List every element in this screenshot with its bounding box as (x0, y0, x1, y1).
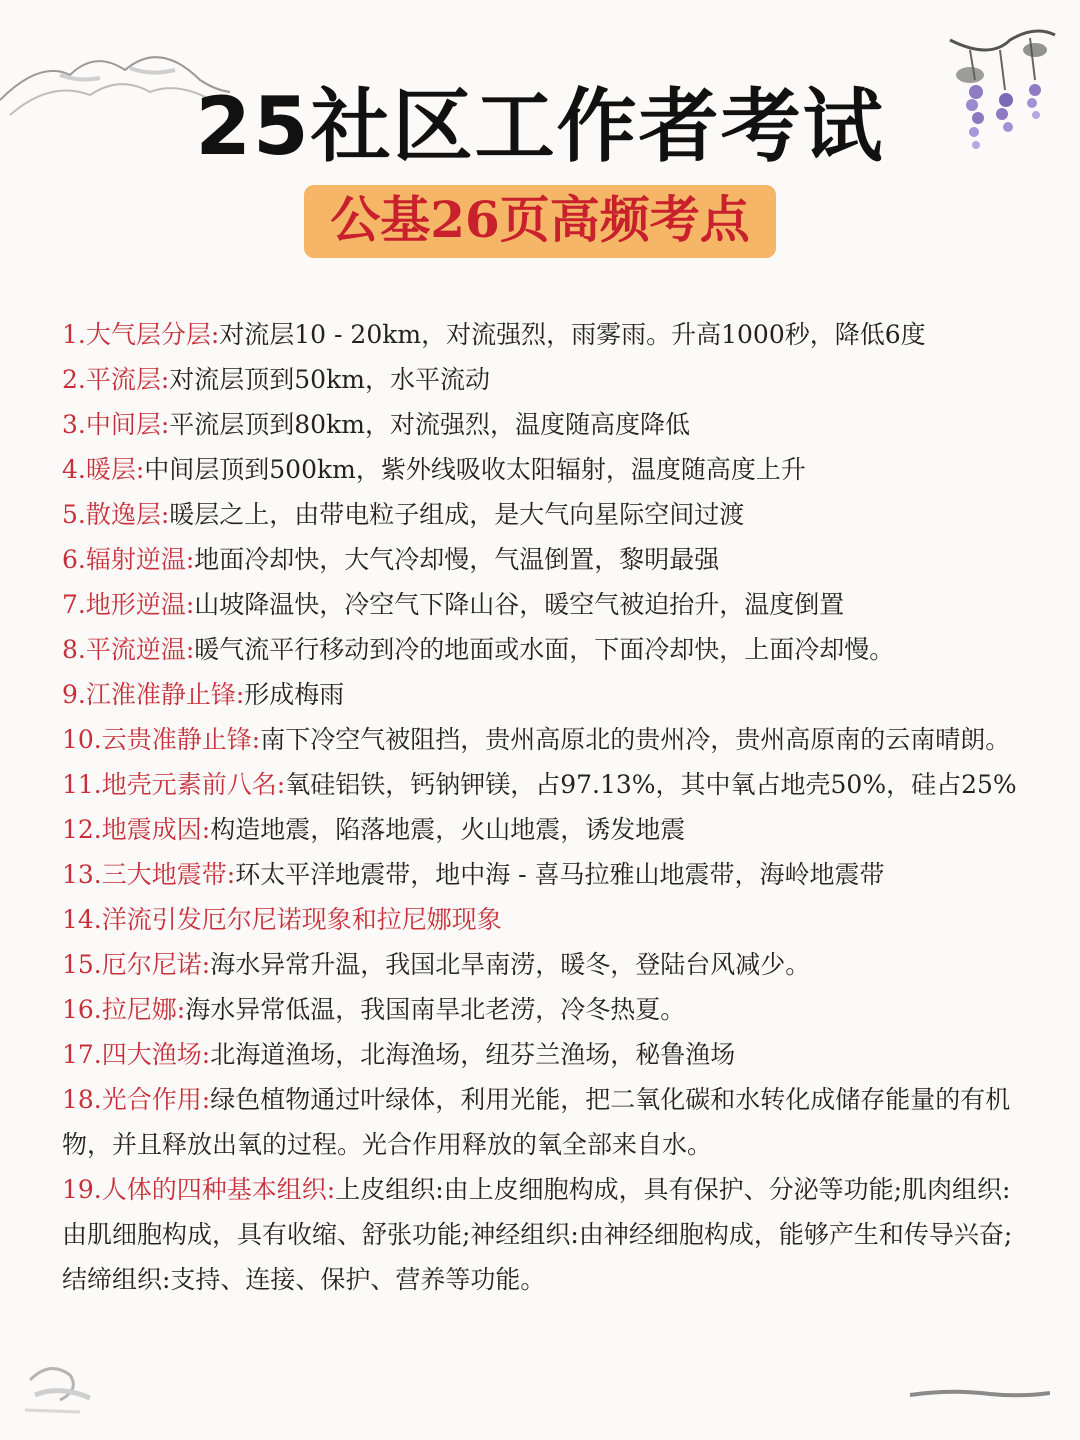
list-item (62, 537, 1032, 582)
list-item (62, 582, 1032, 627)
item-text: 暖层之上，由带电粒子组成，是大气向星际空间过渡 (169, 500, 745, 529)
list-item (62, 492, 1032, 537)
item-term: 9.江淮准静止锋: (62, 680, 245, 709)
item-term: 18.光合作用: (62, 1085, 211, 1114)
item-text: 环太平洋地震带，地中海 - 喜马拉雅山地震带，海岭地震带 (235, 860, 885, 889)
item-term: 16.拉尼娜: (62, 995, 186, 1024)
item-term: 12.地震成因: (62, 815, 211, 844)
item-text: 构造地震，陷落地震，火山地震，诱发地震 (210, 815, 686, 844)
item-term: 3.中间层: (62, 410, 170, 439)
subtitle-badge: 公基26页高频考点 (304, 185, 776, 258)
list-item (62, 627, 1032, 672)
page-title: 25社区工作者考试 (195, 80, 885, 173)
item-term: 8.平流逆温: (62, 635, 195, 664)
list-item (62, 807, 1032, 852)
list-item (62, 762, 1032, 807)
item-term: 6.辐射逆温: (62, 545, 195, 574)
list-item (62, 672, 1032, 717)
item-text: 山坡降温快，冷空气下降山谷，暖空气被迫抬升，温度倒置 (194, 590, 845, 619)
item-text: 海水异常低温，我国南旱北老涝，冷冬热夏。 (185, 995, 686, 1024)
item-term: 10.云贵准静止锋: (62, 725, 261, 754)
ink-brush-stroke-icon (910, 1385, 1050, 1405)
item-term: 1.大气层分层: (62, 320, 220, 349)
item-text: 南下冷空气被阻挡，贵州高原北的贵州冷，贵州高原南的云南晴朗。 (260, 725, 1011, 754)
item-text: 绿色植物通过叶绿体，利用光能，把二氧化碳和水转化成储存能量的有机 物，并且释放出氧的过程。光合作用释放的氧全部来自水。 (62, 1085, 1011, 1159)
item-term: 13.三大地震带: (62, 860, 236, 889)
item-text: 地面冷却快，大气冷却慢，气温倒置，黎明最强 (194, 545, 720, 574)
item-text: 海水异常升温，我国北旱南涝，暖冬，登陆台风减少。 (210, 950, 811, 979)
item-text: 对流层顶到50km，水平流动 (169, 365, 490, 394)
item-term: 11.地壳元素前八名: (62, 770, 286, 799)
list-item (62, 1032, 1032, 1077)
item-text: 形成梅雨 (244, 680, 345, 709)
item-term: 17.四大渔场: (62, 1040, 211, 1069)
list-item (62, 1077, 1032, 1167)
list-item (62, 1167, 1032, 1302)
list-item (62, 447, 1032, 492)
list-item (62, 852, 1032, 897)
list-item (62, 942, 1032, 987)
item-text: 上皮组织:由上皮细胞构成，具有保护、分泌等功能;肌肉组织:由肌细胞构成，具有收缩、舒张功能;神经组织:由神经细胞构成，能够产生和传导兴奋;结缔组织:支持、连接、保护、营养等功能。 (62, 1175, 1013, 1294)
list-item (62, 717, 1032, 762)
list-item (62, 357, 1032, 402)
list-item (62, 987, 1032, 1032)
list-item (62, 897, 1032, 942)
item-term: 15.厄尔尼诺: (62, 950, 211, 979)
item-term: 2.平流层: (62, 365, 170, 394)
list-item (62, 402, 1032, 447)
knowledge-list (62, 312, 1032, 1302)
item-text: 对流层10 - 20km，对流强烈，雨雾雨。升高1000秒，降低6度 (219, 320, 926, 349)
item-text: 氧硅铝铁，钙钠钾镁，占97.13%，其中氧占地壳50%，硅占25% (285, 770, 1017, 799)
item-text: 北海道渔场，北海渔场，纽芬兰渔场，秘鲁渔场 (210, 1040, 736, 1069)
item-term: 19.人体的四种基本组织: (62, 1175, 336, 1204)
item-text: 暖气流平行移动到冷的地面或水面，下面冷却快，上面冷却慢。 (194, 635, 895, 664)
item-text: 平流层顶到80km，对流强烈，温度随高度降低 (169, 410, 690, 439)
item-term: 5.散逸层: (62, 500, 170, 529)
item-term: 4.暖层: (62, 455, 145, 484)
item-term: 14.洋流引发厄尔尼诺现象和拉尼娜现象 (62, 905, 502, 934)
list-item (62, 312, 1032, 357)
ink-brush-stroke-icon (20, 1340, 140, 1420)
item-text: 中间层顶到500km，紫外线吸收太阳辐射，温度随高度上升 (144, 455, 806, 484)
item-term: 7.地形逆温: (62, 590, 195, 619)
